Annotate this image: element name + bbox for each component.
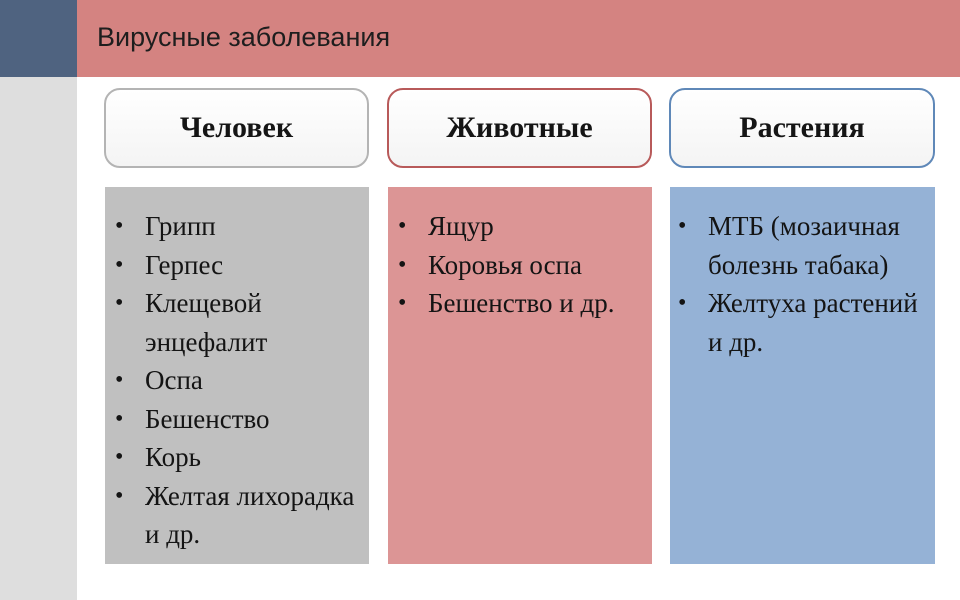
bullet-icon: • (398, 213, 407, 239)
header-plants: Растения (669, 88, 935, 168)
list-item (678, 284, 933, 361)
list-item (115, 207, 365, 246)
bullet-icon: • (115, 251, 124, 278)
list-item (398, 207, 648, 246)
bullet-icon: • (115, 367, 124, 393)
bullet-icon: • (398, 251, 407, 278)
bullet-icon: • (115, 444, 124, 470)
bullet-icon: • (115, 290, 124, 316)
list-item-text: Ящур (428, 211, 494, 241)
list-item (115, 438, 365, 477)
title-bar (77, 0, 960, 77)
sidebar-strip (0, 77, 77, 600)
bullet-icon: • (115, 213, 124, 239)
header-animals: Животные (387, 88, 652, 168)
list-item (115, 246, 365, 285)
list-item (115, 400, 365, 439)
list-item-text: Бешенство (145, 403, 270, 434)
list-item-text: Коровья оспа (428, 249, 582, 280)
bullet-icon: • (678, 213, 687, 239)
list-item (398, 284, 648, 323)
bullet-icon: • (115, 482, 124, 509)
disease-list-plants (678, 207, 933, 361)
bullet-icon: • (115, 405, 124, 432)
panel-human (105, 187, 369, 564)
header-human: Человек (104, 88, 369, 168)
list-item-text: Грипп (145, 211, 216, 241)
panel-plants (670, 187, 935, 564)
list-item-text: Желтуха растений и др. (708, 288, 918, 357)
list-item-text: Бешенство и др. (428, 288, 615, 318)
bullet-icon: • (678, 290, 687, 316)
list-item-text: МТБ (мозаичная болезнь табака) (708, 211, 900, 280)
disease-list-human (115, 207, 365, 554)
list-item (115, 284, 365, 361)
list-item (678, 207, 933, 284)
bullet-icon: • (398, 290, 407, 316)
list-item (115, 477, 365, 554)
list-item-text: Клещевой энцефалит (145, 288, 268, 357)
panel-animals (388, 187, 652, 564)
slide-title: Вирусные заболевания (97, 22, 391, 52)
list-item (398, 246, 648, 285)
list-item-text: Оспа (145, 365, 203, 395)
list-item-text: Корь (145, 442, 201, 472)
list-item (115, 361, 365, 400)
list-item-text: Желтая лихорадка и др. (145, 480, 355, 549)
list-item-text: Герпес (145, 249, 224, 280)
sidebar-accent-block (0, 0, 77, 77)
disease-list-animals (398, 207, 648, 323)
